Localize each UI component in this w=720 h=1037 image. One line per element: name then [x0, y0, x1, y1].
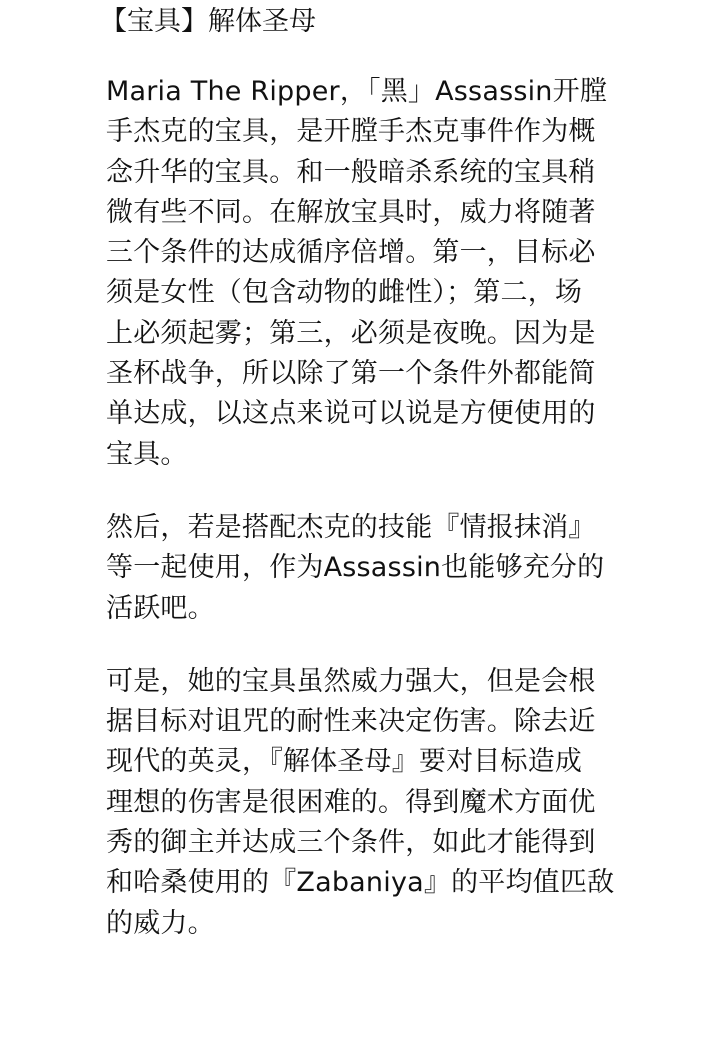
- paragraph-noble-phantasm-description: Maria The Ripper，「黑」Assassin开膛 手杰克的宝具，是开膛手杰克事件作为概 念升华的宝具。和一般暗杀系统的宝具稍 微有些不同。在解放宝具时，威力将随著 三个条件的达成循序倍增。第一，目标必 须是女性（包含动物的雌性）；第二，场 上必须起雾；第三，必须是夜晚。因为是 圣杯战争，所以除了第一个条件外都能简 单达成，以这点来说可以说是方便使用的 宝具。: [106, 76, 608, 470]
- paragraph-skill-combination: 然后，若是搭配杰克的技能『情报抹消』 等一起使用，作为Assassin也能够充分的 活跃吧。: [106, 511, 605, 624]
- section-heading: 【宝具】解体圣母: [100, 6, 316, 37]
- paragraph-limitations: 可是，她的宝具虽然威力强大，但是会根 据目标对诅咒的耐性来决定伤害。除去近 现代的英灵，『解体圣母』要对目标造成 理想的伤害是很困难的。得到魔术方面优 秀的御主并达成三个条件，如此才能得到 和哈桑使用的『Zabaniya』的平均值匹敌 的威力。: [106, 665, 615, 939]
